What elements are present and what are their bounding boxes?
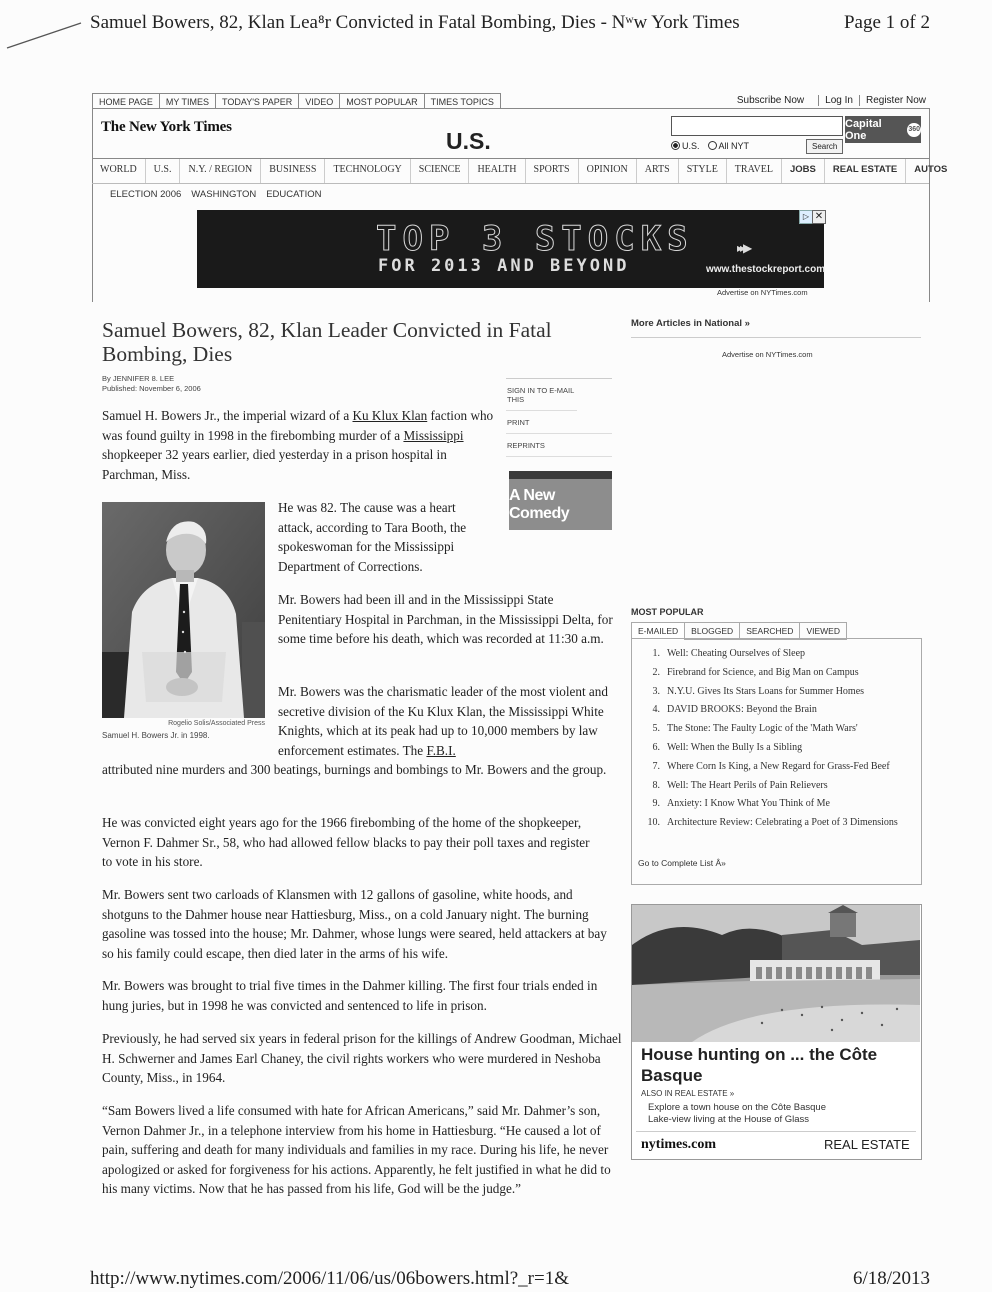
most-popular-link[interactable]: Architecture Review: Celebrating a Poet of 3 Dimensions — [667, 817, 898, 829]
most-popular-item[interactable] — [638, 723, 918, 735]
section-title: U.S. — [446, 128, 491, 154]
real-estate-link[interactable]: Lake-view living at the House of Glass — [648, 1113, 810, 1125]
article-paragraph: He was convicted eight years ago for the 1966 firebombing of the home of the shopkeeper, Vernon F. Dahmer Sr., 58, who had allowed fellow blacks to pay their poll taxes and register to vote in his store. — [102, 815, 590, 869]
nytimes-brand: nytimes.com — [641, 1137, 717, 1152]
most-popular-title: MOST POPULAR — [631, 607, 704, 617]
article-tools — [506, 378, 612, 457]
real-estate-photo[interactable] — [632, 905, 920, 1042]
tab-blogged[interactable]: BLOGGED — [684, 622, 739, 640]
sponsor-badge: 360 — [907, 123, 921, 137]
banner-ad-headline: TOP 3 STOCKS — [376, 219, 694, 259]
masthead-divider — [92, 108, 929, 109]
most-popular-link[interactable]: Well: When the Bully Is a Sibling — [667, 741, 803, 753]
article-paragraph: “Sam Bowers lived a life consumed with hate for African Americans,” said Mr. Dahmer’s son, Vernon Dahmer Jr., in a telephone interview from his home in Hattiesburg. “He caused a lot of pain, suffering and death for many individuals and families in my race. During his life, he never apologized or asked for forgiveness for his actions. Apparently, he felt justified in what he did to his many victims. Now that he has passed from his life, God will be the judge.” — [102, 1103, 611, 1196]
text-run: Samuel H. Bowers Jr., the imperial wizard of a — [102, 408, 353, 423]
advertise-label[interactable]: Advertise on NYTimes.com — [722, 350, 813, 359]
nav-arts[interactable]: ARTS — [637, 159, 679, 183]
subnav-election-2006[interactable]: ELECTION 2006 — [110, 189, 182, 200]
most-popular-rank: 10. — [647, 817, 660, 829]
article-paragraph: Mr. Bowers was brought to trial five times in the Dahmer killing. The first four trials ended in hung juries, but in 1998 he was convicted and sentenced to life in prison. — [102, 978, 598, 1013]
radio-empty-icon — [708, 141, 717, 150]
real-estate-section-label: REAL ESTATE — [824, 1137, 910, 1152]
tab-home-page[interactable]: HOME PAGE — [93, 94, 160, 109]
tab-e-mailed[interactable]: E-MAILED — [631, 622, 684, 640]
sponsor-name: Capital One — [845, 117, 882, 142]
real-estate-link[interactable]: Explore a town house on the Côte Basque — [648, 1102, 826, 1113]
radio-all-nyt[interactable] — [708, 141, 750, 151]
most-popular-rank: 4. — [652, 704, 660, 716]
most-popular-rank: 9. — [652, 798, 660, 810]
tab-todays-paper[interactable]: TODAY'S PAPER — [216, 94, 299, 109]
most-popular-rank: 6. — [652, 741, 660, 753]
nav-autos[interactable]: AUTOS — [914, 164, 948, 175]
top-tabs — [92, 93, 501, 109]
email-article-link[interactable]: SIGN IN TO E-MAIL THIS — [506, 379, 577, 411]
nav-real-estate[interactable]: REAL ESTATE — [825, 159, 906, 183]
login-link[interactable]: Log In — [825, 95, 853, 106]
link-mississippi[interactable]: Mississippi — [403, 427, 464, 443]
tab-viewed[interactable]: VIEWED — [799, 622, 847, 640]
real-estate-also-label[interactable]: ALSO IN REAL ESTATE » — [641, 1089, 735, 1098]
ad-choices-icon[interactable]: ▷ — [799, 210, 813, 224]
photo-illustration — [102, 502, 265, 718]
subnav-education[interactable]: EDUCATION — [266, 189, 322, 200]
search-input[interactable] — [671, 116, 843, 136]
print-link[interactable]: PRINT — [506, 411, 612, 434]
link-fbi[interactable]: F.B.I. — [426, 742, 456, 758]
section-nav — [92, 159, 948, 184]
article-paragraph — [102, 406, 497, 484]
nav-jobs[interactable]: JOBS — [782, 159, 825, 183]
account-links — [737, 95, 926, 106]
sponsor-capital-one[interactable] — [845, 116, 921, 143]
nav-ny-region[interactable]: N.Y. / REGION — [180, 159, 261, 183]
register-link[interactable]: Register Now — [865, 95, 926, 106]
nav-opinion[interactable]: OPINION — [579, 159, 637, 183]
text-run: faction who was found guilty in 1998 in the firebombing murder of a — [102, 408, 494, 443]
most-popular-item[interactable] — [638, 761, 918, 773]
coastline-illustration — [632, 905, 920, 1042]
photo-credit: Rogelio Solis/Associated Press — [168, 720, 265, 727]
tools-ad[interactable]: A New Comedy — [509, 471, 612, 530]
most-popular-rank: 8. — [652, 779, 660, 791]
article-photo[interactable] — [102, 502, 265, 718]
article-paragraph: He was 82. The cause was a heart attack, according to Tara Booth, the spokeswoman for the Mississippi Department of Corrections. — [278, 500, 467, 574]
close-icon[interactable]: ✕ — [812, 210, 826, 224]
tab-most-popular[interactable]: MOST POPULAR — [340, 94, 424, 109]
most-popular-link[interactable]: Firebrand for Science, and Big Man on Campus — [667, 666, 859, 678]
nav-technology[interactable]: TECHNOLOGY — [325, 159, 410, 183]
article-paragraph — [278, 682, 615, 760]
most-popular-link[interactable]: N.Y.U. Gives Its Stars Loans for Summer Homes — [667, 685, 865, 697]
article-paragraph: Mr. Bowers sent two carloads of Klansmen with 12 gallons of gasoline, white hoods, and shotguns to the Dahmer house near Hattiesburg, Miss., on a cold January night. The burning gasoline was tossed into the house; Mr. Dahmer, whose lungs were seared, held attackers at bay so his family could escape, then died later in the arms of his wife. — [102, 887, 607, 961]
print-page-number: Page 1 of 2 — [843, 12, 930, 33]
search-scope — [671, 141, 749, 151]
most-popular-item[interactable] — [638, 780, 918, 792]
tab-video[interactable]: VIDEO — [299, 94, 340, 109]
nav-travel[interactable]: TRAVEL — [727, 159, 782, 183]
most-popular-item[interactable] — [638, 648, 918, 660]
real-estate-links — [648, 1102, 888, 1125]
radio-us[interactable] — [671, 141, 700, 151]
link-ku-klux-klan[interactable]: Ku Klux Klan — [352, 408, 428, 423]
most-popular-rank: 1. — [652, 648, 660, 659]
tab-searched[interactable]: SEARCHED — [739, 622, 799, 640]
subnav-washington[interactable]: WASHINGTON — [191, 189, 257, 200]
most-popular-list — [638, 648, 918, 836]
photo-caption: Samuel H. Bowers Jr. in 1998. — [102, 731, 210, 740]
most-popular-item[interactable] — [638, 817, 918, 829]
sub-nav — [110, 189, 321, 200]
subscribe-link[interactable]: Subscribe Now — [736, 95, 805, 106]
most-popular-rank: 5. — [652, 723, 660, 735]
nav-us[interactable]: U.S. — [146, 159, 181, 183]
article-byline — [102, 374, 201, 394]
banner-ad-url: www.thestockreport.com — [706, 264, 826, 275]
text-run: Mr. Bowers was the charismatic leader of the most violent and secretive division of the Ku Klux Klan, the Mississippi White Knights, which at its peak had up to 10,000 members by law enforcement estimates. The — [278, 684, 608, 758]
pen-mark — [5, 20, 85, 50]
most-popular-rank: 3. — [652, 685, 660, 697]
search-button[interactable]: Search — [806, 139, 843, 154]
radio-us-label: U.S. — [682, 141, 700, 151]
most-popular-link[interactable]: Anxiety: I Know What You Think of Me — [667, 798, 830, 810]
most-popular-item[interactable] — [638, 704, 918, 716]
radio-all-label: All NYT — [718, 141, 750, 151]
more-articles-link[interactable]: More Articles in National » — [631, 318, 750, 329]
most-popular-rank: 7. — [652, 760, 660, 772]
article-paragraph: attributed nine murders and 300 beatings, burnings and bombings to Mr. Bowers and the group. — [102, 762, 607, 777]
nav-health[interactable]: HEALTH — [469, 159, 525, 183]
byline-date: Published: November 6, 2006 — [102, 384, 201, 393]
article-paragraph: Previously, he had served six years in federal prison for the killings of Andrew Goodman, Michael H. Schwerner and James Earl Chaney, the civil rights workers who were murdered in Neshoba County, Miss., in 1964. — [102, 1031, 622, 1085]
tab-times-topics[interactable]: TIMES TOPICS — [430, 97, 494, 107]
nav-world[interactable]: WORLD — [92, 159, 146, 183]
most-popular-link[interactable]: Where Corn Is King, a New Regard for Grass-Fed Beef — [667, 760, 890, 772]
reprints-link[interactable]: REPRINTS — [506, 434, 612, 457]
nav-business[interactable]: BUSINESS — [261, 159, 325, 183]
article-paragraph: Mr. Bowers had been ill and in the Mississippi State Penitentiary Hospital in Parchman, in the Mississippi Delta, for some time before his death, which was recorded at 11:30 a.m. — [278, 592, 613, 646]
print-date: 6/18/2013 — [852, 1268, 930, 1289]
most-popular-link[interactable]: Well: Cheating Ourselves of Sleep — [667, 648, 806, 659]
most-popular-rank: 2. — [652, 666, 660, 678]
byline-author: By JENNIFER 8. LEE — [102, 374, 175, 383]
most-popular-link[interactable]: DAVID BROOKS: Beyond the Brain — [667, 704, 817, 716]
most-popular-link[interactable]: Well: The Heart Perils of Pain Relievers — [667, 779, 828, 791]
complete-list-link[interactable]: Go to Complete List Â» — [638, 858, 726, 868]
print-url: http://www.nytimes.com/2006/11/06/us/06bowers.html?_r=1& — [90, 1268, 569, 1289]
article-headline: Samuel Bowers, 82, Klan Leader Convicted in Fatal Bombing, Dies — [102, 318, 552, 366]
advertise-label[interactable]: Advertise on NYTimes.com — [717, 288, 808, 297]
real-estate-divider — [636, 1131, 916, 1132]
most-popular-item[interactable] — [638, 686, 918, 698]
nyt-logo[interactable]: The New York Times — [101, 119, 232, 135]
radio-selected-icon — [671, 141, 680, 150]
print-title: Samuel Bowers, 82, Klan Lea⁸r Convicted in Fatal Bombing, Dies - Nʷw York Times — [90, 12, 740, 33]
nav-style[interactable]: STYLE — [679, 159, 727, 183]
most-popular-item[interactable] — [638, 798, 918, 810]
most-popular-item[interactable] — [638, 667, 918, 679]
sidebar-divider — [631, 337, 921, 338]
tab-my-times[interactable]: MY TIMES — [160, 94, 216, 109]
most-popular-link[interactable]: The Stone: The Faulty Logic of the 'Math Wars' — [667, 723, 858, 735]
text-run: shopkeeper 32 years earlier, died yesterday in a prison hospital in Parchman, Miss. — [102, 447, 447, 482]
nav-science[interactable]: SCIENCE — [411, 159, 470, 183]
banner-ad-arrows-icon: ▸▸▶ — [737, 241, 750, 255]
nav-sports[interactable]: SPORTS — [526, 159, 579, 183]
real-estate-headline[interactable]: House hunting on ... the Côte Basque — [641, 1045, 878, 1085]
banner-ad-subline: FOR 2013 AND BEYOND — [378, 256, 630, 276]
most-popular-item[interactable] — [638, 742, 918, 754]
